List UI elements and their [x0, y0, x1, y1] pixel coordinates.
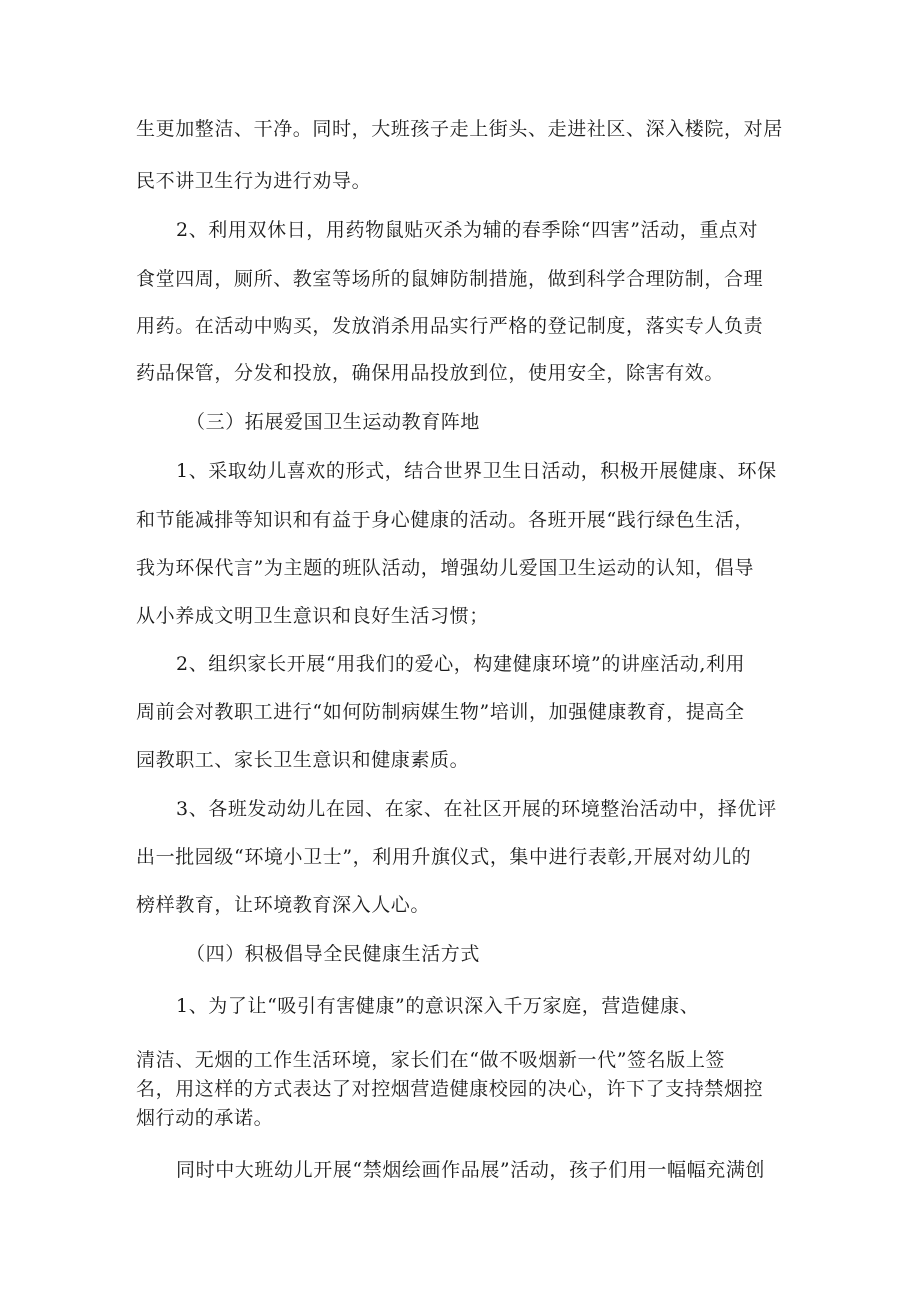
body-text-line: 2、利用双休日，用药物鼠贴灭杀为辅的春季除“四害”活动，重点对 [176, 219, 759, 241]
body-text-line: 同时中大班幼儿开展“禁烟绘画作品展”活动，孩子们用一幅幅充满创 [176, 1159, 766, 1181]
body-text-line: 药品保管，分发和投放，确保用品投放到位，使用安全，除害有效。 [136, 362, 725, 384]
body-text-line: 榜样教育，让环境教育深入人心。 [136, 894, 431, 916]
body-text-line: 名，用这样的方式表达了对控烟营造健康校园的决心，许下了支持禁烟控 [136, 1078, 764, 1100]
section-heading: （四）积极倡导全民健康生活方式 [186, 943, 481, 965]
body-text-line: 食堂四周，厕所、教室等场所的鼠婶防制措施，做到科学合理防制，合理 [136, 268, 764, 290]
body-text-line: 生更加整洁、干净。同时，大班孩子走上街头、走进社区、深入楼院，对居 [136, 118, 783, 140]
body-text-line: 民不讲卫生行为进行劝导。 [136, 170, 372, 192]
body-text-line: 烟行动的承诺。 [136, 1107, 274, 1129]
body-text-line: 清洁、无烟的工作生活环境，家长们在“做不吸烟新一代”签名版上签 [136, 1049, 726, 1071]
body-text-line: 我为环保代言”为主题的班队活动，增强幼儿爱国卫生运动的认知，倡导 [136, 557, 754, 579]
body-text-line: 用药。在活动中购买，发放消杀用品实行严格的登记制度，落实专人负责 [136, 315, 764, 337]
body-text-line: 和节能减排等知识和有益于身心健康的活动。各班开展“践行绿色生活， [136, 509, 754, 531]
body-text-line: 3、各班发动幼儿在园、在家、在社区开展的环境整治活动中，择优评 [176, 798, 777, 820]
body-text-line: 周前会对教职工进行“如何防制病媒生物”培训，加强健康教育，提高全 [136, 701, 745, 723]
section-heading: （三）拓展爱国卫生运动教育阵地 [186, 411, 481, 433]
body-text-line: 1、采取幼儿喜欢的形式，结合世界卫生日活动，积极开展健康、环保 [176, 460, 777, 482]
body-text-line: 从小养成文明卫生意识和良好生活习惯； [136, 605, 489, 627]
body-text-line: 出一批园级“环境小卫士”，利用升旗仪式，集中进行表彰,开展对幼儿的 [136, 846, 752, 868]
body-text-line: 1、为了让“吸引有害健康”的意识深入千万家庭，营造健康、 [176, 995, 700, 1017]
body-text-line: 园教职工、家长卫生意识和健康素质。 [136, 749, 470, 771]
body-text-line: 2、组织家长开展“用我们的爱心，构建健康环境”的讲座活动,利用 [176, 653, 746, 675]
